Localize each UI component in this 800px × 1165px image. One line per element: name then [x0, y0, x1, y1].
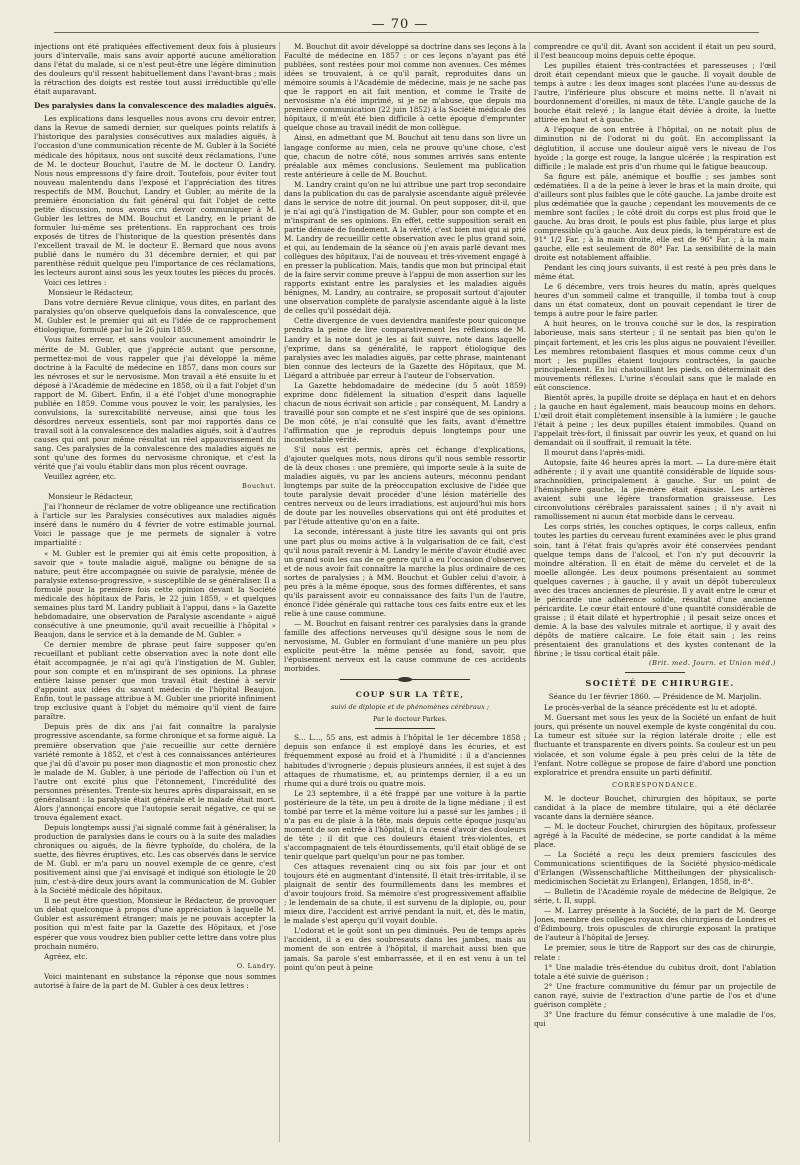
paragraph: Bientôt après, la pupille droite se déplaça en haut et en dehors ; la gauche en haut également, mais beaucoup moins en dehors. L'œil droit était complètement insensible à la lumière ; le gauche l'était à peine ; les deux pupilles étaient immobiles. Quand on l'appelait très-fort, il finissait par ouvrir les yeux, et quand on lui demandait où il souffrait, il remuait la tête.	[534, 392, 776, 448]
paragraph: A huit heures, on le trouva couché sur le dos, la respiration laborieuse, mais sans sterteur ; il ne sentait pas bien qu'on le pinçait fortement, et les cris les plus aigus ne pouvaient l'éveiller. Les membres retombaient flasques et mous comme ceux d'un mort ; les pupilles étaient toujours contractées, la gauche principalement. En lui chatouillant les pieds, on déterminait des mouvements réflexes. L'urine s'écoulait sans que le malade en eût conscience.	[534, 319, 776, 392]
paragraph: Les pupilles étaient très-contractées et paresseuses ; l'œil droit était cependant mieux que le gauche. Il voyait double de temps à autre : les deux images sont placées l'une au-dessus de l'autre, l'inférieure plus obscure et moins nette. Il n'avait ni bourdonnement d'oreilles, ni maux de tête. L'angle gauche de la bouche était relevé ; la langue était déviée à droite, la luette attirée en haut et à gauche.	[534, 61, 776, 125]
letter-signature: O. Landry.	[236, 961, 276, 970]
paragraph: Ces attaques revenaient cinq ou six fois par jour et ont toujours été en augmentant d'intensité. Il était très-irritable, il se plaignait de sentir des fourmillements dans les membres et d'avoir toujours froid. Sa mémoire s'est progressivement affaiblie ; le lendemain de sa chute, il est survenu de la diplopie, ou, pour mieux dire, l'accident est arrivé pendant la nuit, et, dès le matin, le malade s'est aperçu qu'il voyait double.	[284, 862, 526, 926]
paragraph: M. le docteur Bouchet, chirurgien des hôpitaux, se porte candidat à la place de membre titulaire, qui a été déclarée vacante dans la dernière séance.	[534, 793, 776, 821]
section-ornament	[340, 679, 470, 684]
paragraph: Le 6 décembre, vers trois heures du matin, après quelques heures d'un sommeil calme et tranquille, il tomba tout à coup dans un état comateux, dont on pouvait cependant le tirer de temps à autre pour le faire parler.	[534, 282, 776, 319]
paragraph: Dans votre dernière Revue clinique, vous dites, en parlant des paralysies qu'on observe quelquefois dans la convalescence, que M. Gubler est le premier qui ait eu l'idée de ce rapprochement étiologique, formulé par lui le 26 juin 1859.	[34, 298, 276, 335]
article-title: COUP SUR LA TÊTE,	[355, 690, 465, 700]
paragraph: Depuis longtemps aussi j'ai signalé comme fait à généraliser, la production de paralysies dans le cours ou à la suite des maladies chroniques ou aiguës, de la fièvre typhoïde, du choléra, de la suette, des fièvres éruptives, etc. Les cas observés dans le service de M. Gubl. er m'a paru un nouvel exemple de ce genre, c'est positivement ainsi que j'ai envisagé et indiqué son étiologie le 20 juin, c'est-à-dire deux jours avant la communication de M. Gubler à la Société médicale des hôpitaux.	[34, 822, 276, 896]
paragraph: Depuis près de dix ans j'ai fait connaître la paralysie progressive ascendante, sa forme chronique et sa forme aiguë. La première observation que j'aie recueillie sur cette dernière variété remonte à 1852, et c'est à ces connaissances antérieures que j'ai dû d'avoir pu poser mon diagnostic et mon pronostic chez le malade de M. Gubler, à une période de l'affection où l'un et l'autre ont excité plus que l'étonnement, l'incrédulité des personnes présentes. Trente-six heures après disparaissait, en se généralisant : la paralysie était générale et le malade était mort. Alors j'annonçai encore que l'autopsie serait négative, ce qui se trouva également exact.	[34, 722, 276, 822]
paragraph: 1° Une maladie très-étendue du cubitus droit, dont l'ablation totale a été suivie de guérison ;	[534, 962, 776, 981]
paragraph: Vous faites erreur, et sans vouloir aucunement amoindrir le mérite de M. Gubler, que j'apprécie autant que personne, permettez-moi de vous rappeler que j'ai développé la même doctrine à la Faculté de médecine en 1857, dans mon cours sur les névroses et sur le nervosisme. Mon travail a été ensuite lu et déposé à l'Académie de médecine en 1858, où il a fait l'objet d'un rapport de M. Gibert. Enfin, il a été l'objet d'une monographie publiée en 1859. Comme vous pouvez le voir, les paralysies, les convulsions, la surexcitabilité nerveuse, ainsi que tous les désordres nerveux essentiels, sont par moi rapportés dans ce travail soit à la convalescence des maladies aiguës, soit à d'autres causes qui ont pour même résultat un réel appauvrissement du sang. Ces paralysies de la convalescence des maladies aiguës ne sont qu'une des formes du nervosisme chronique, et c'est la vérité que j'ai voulu établir dans mon plus récent ouvrage.	[34, 335, 276, 472]
paragraph: injections ont été pratiquées effectivement deux fois à plusieurs jours d'intervalle, mais sans avoir apporté aucune amélioration dans l'état du malade, si ce n'est peut-être une légère diminution des douleurs qu'il ressent habituellement dans l'avant-bras ; mais la rétraction des doigts est restée tout aussi irréductible qu'elle était auparavant.	[34, 42, 276, 97]
header-rule	[54, 32, 759, 33]
paragraph: Sa figure est pâle, anémique et bouffie ; ses jambes sont œdématiées. Il a de la peine à lever le bras et la main droite, qui d'ailleurs sont plus faibles que le côté gauche. La jambe droite est plus œdématiée que la gauche ; cependant les mouvements de ce membre sont faciles ; le côté droit du corps est plus froid que le gauche. Au bras droit, le pouls est plus faible, plus large et plus compressible qu'à gauche. Aux deux pieds, la température est de 91° 1/2 Far. ; à la main droite, elle est de 96° Far. ; à la main gauche, elle est seulement de 80° Far. La sensibilité de la main droite est notablement affaiblie.	[534, 171, 776, 263]
column-divider	[529, 42, 530, 1142]
paragraph: — M. Bouchut en faisant rentrer ces paralysies dans la grande famille des affections nerveuses qu'il désigne sous le nom de nervosisme, M. Gubler en formulant d'une manière un peu plus explicite peut-être la même pensée au fond, savoir, que l'épuisement nerveux est la cause commune de ces accidents morbides.	[284, 618, 526, 674]
paragraph: Ainsi, en admettant que M. Bouchut ait tenu dans son livre un langage conforme au mien, cela ne prouve qu'une chose, c'est que, chacun de notre côté, nous sommes arrivés sans entente préalable aux mêmes conclusions. Seulement ma publication reste antérieure à celle de M. Bouchut.	[284, 133, 526, 179]
paragraph: Le 23 septembre, il a été frappé par une voiture à la partie postérieure de la tête, un peu à droite de la ligne médiane ; il est tombé par terre et la même voiture lui a passé sur les jambes ; il n'a pas eu de plaie à la tête, mais depuis cette époque jusqu'au moment de son entrée à l'hôpital, il n'a cessé d'avoir des douleurs de tête ; il dit que ces douleurs étaient très-violentes, et s'accompagnaient de tels étourdissements, qu'il était obligé de se tenir quelque part quelqu'un pour ne pas tomber.	[284, 788, 526, 861]
paragraph: M. Bouchut dit avoir développé sa doctrine dans ses leçons à la Faculté de médecine en 1857 : or ces leçons n'ayant pas été publiées, sont restées pour moi comme non avenues. Ces mêmes idées se trouvaient, à ce qu'il paraît, reproduites dans un mémoire soumis à l'Académie de médecine, mais je ne sache pas que le rapport en ait fait mention, et comme le Traité de nervosisme n'a été imprimé, si je ne m'abuse, que depuis ma première communication (22 juin 1852) à la Société médicale des hôpitaux, il m'eût été bien difficile à cette époque d'emprunter quelque chose au travail inédit de mon collègue.	[284, 42, 526, 133]
column-divider	[279, 42, 280, 1142]
paragraph: Voici ces lettres :	[44, 278, 107, 288]
paragraph: Il mourut dans l'après-midi.	[544, 448, 646, 458]
paragraph: Pendant les cinq jours suivants, il est resté à peu près dans le même état.	[534, 263, 776, 282]
letter-salutation: Monsieur le Rédacteur,	[48, 288, 134, 298]
page-number: — 70 —	[371, 17, 429, 32]
paragraph: Agréez, etc.	[44, 951, 88, 961]
paragraph: — La Société a reçu les deux premiers fascicules des Communications scientifiques de la Société physico-médicale d'Erlangen (Wissenschaftliche Mittheilungen der physicalisch-medicinischen Societät zu Erlangen), Erlangen, 1858, in-8°.	[534, 849, 776, 887]
paragraph: Le procès-verbal de la séance précédente est lu et adopté.	[544, 703, 758, 713]
column-right	[534, 42, 776, 1152]
session-line: Séance du 1er février 1860. — Présidence de M. Marjolin.	[548, 692, 762, 702]
paragraph: 3° Une fracture du fémur consécutive à une maladie de l'os, qui	[534, 1009, 776, 1028]
paragraph: Ce dernier membre de phrase peut faire supposer qu'en recueillant et publiant cette observation avec la note dont elle était accompagnée, je n'ai agi qu'à l'instigation de M. Gubler, pour son compte et en m'inspirant de ses opinions. La phrase entière laisse penser que mon travail était destiné à servir d'appoint aux idées du savant médecin de l'hôpital Beaujon. Enfin, tout le passage attribue à M. Gubler une priorité infiniment trop exclusive quant à l'objet du mémoire qu'il vient de faire paraître.	[34, 640, 276, 722]
paragraph: 2° Une fracture communitive du fémur par un projectile de canon rayé, suivie de l'extraction d'une partie de l'os et d'une guérison complète ;	[534, 981, 776, 1009]
paragraph: S... L..., 55 ans, est admis à l'hôpital le 1er décembre 1858 ; depuis son enfance il est employé dans les écuries, et est fréquemment exposé au froid et à l'humidité : il a d'anciennes habitudes d'ivrognerie ; depuis plusieurs années, il est sujet à des attaques de rhumatisme, et, au printemps dernier, il a eu un rhume qui a duré trois ou quatre mois.	[284, 733, 526, 788]
paragraph: Les corps striés, les couches optiques, le corps calleux, enfin toutes les parties du cerveau furent examinées avec le plus grand soin, tant à l'état frais qu'après avoir été conservées pendant quelque temps dans de l'alcool, et l'on n'y put découvrir la moindre altération. Il en était de même du cervelet et de la moelle allongée. Les deux poumons présentaient au sommet quelques cavernes ; à gauche, il y avait un dépôt tuberculeux avec des traces anciennes de pleurésie. Il y avait entre le cœur et le péricarde une adhérence solide, résultat d'une ancienne péricardite. Le cœur était entouré d'une quantité considérable de graisse ; il était dilaté et hypertrophié ; il pesait seize onces et demie. A la base des valvules mitrale et aortique, il y avait des dépôts de matière calcaire. Le foie était sain ; les reins présentaient des granulations et des kystes contenant de la fibrine ; le tissu cortical était pâle.	[534, 522, 776, 659]
paragraph: S'il nous est permis, après cet échange d'explications, d'ajouter quelques mots, nous dirons qu'il nous semble ressortir de là deux choses : une première, qui importe seule à la suite de maladies aiguës, vu par les anciens auteurs, méconnu pendant longtemps par suite de la préoccupation exclusive de l'idée que toute paralysie devait procéder d'une lésion matérielle des centres nerveux ou de leurs irradiations, est aujourd'hui mis hors de doute par les nouvelles observations qui ont été produites et par l'étude attentive qu'on en a faite.	[284, 445, 526, 527]
paragraph: A l'époque de son entrée à l'hôpital, on ne notait plus de diminution ni de l'odorat ni du goût. En accomplissant la déglutition, il accuse une douleur aiguë vers le niveau de l'os hyoïde ; la gorge est rouge, la langue ulcérée ; la respiration est difficile ; le malade est pris d'un rhume qui le fatigue beaucoup.	[534, 125, 776, 171]
paragraph: Voici maintenant en substance la réponse que nous sommes autorisé à faire de la part de M. Gubler à ces deux lettres :	[34, 971, 276, 990]
paragraph: — Bulletin de l'Académie royale de médecine de Belgique, 2e série, t. II, suppl.	[534, 887, 776, 906]
letter-signature: Bouchut.	[242, 482, 276, 491]
subsection-heading: CORRESPONDANCE.	[612, 780, 698, 789]
paragraph: Il ne peut être question, Monsieur le Rédacteur, de provoquer un débat quelconque à propos d'une appréciation à laquelle M. Gubler est assurément étranger; mais je ne pouvais accepter la position qui m'est faite par la Gazette des Hôpitaux, et j'ose espérer que vous voudrez bien publier cette lettre dans votre plus prochain numéro.	[34, 896, 276, 951]
section-rule	[625, 672, 685, 673]
paragraph: Cette divergence de vues deviendra manifeste pour quiconque prendra la peine de lire comparativement les réflexions de M. Landry et la note dont je les ai fait suivre, note dans laquelle j'exprime, dans sa généralité, le rapport étiologique des paralysies avec les maladies aiguës, par cette phrase, maintenant bien connue des lecteurs de la Gazette des Hôpitaux, que M. Liégard a attribuée par erreur à l'auteur de l'observation.	[284, 316, 526, 380]
article-subtitle: suivi de diplopie et de phénomènes cérébraux ;	[330, 703, 490, 712]
article-byline: Par le docteur Parkes.	[373, 715, 447, 724]
paragraph: J'ai l'honneur de réclamer de votre obligeance une rectification à l'article sur les Paralysies consécutives aux maladies aiguës inséré dans le numéro du 4 février de votre estimable journal. Voici le passage que je me permets de signaler à votre impartialité :	[34, 502, 276, 548]
byline-rule	[375, 728, 435, 729]
column-left	[34, 42, 276, 1152]
section-heading: SOCIÉTÉ DE CHIRURGIE.	[585, 678, 735, 689]
paragraph: Les explications dans lesquelles nous avons cru devoir entrer, dans la Revue de samedi dernier, sur quelques points relatifs à l'historique des paralysies consécutives aux maladies aiguës, à l'occasion d'une communication récente de M. Gubler à la Société médicale des hôpitaux, nous ont suscité deux réclamations, l'une de M. le docteur Bouchut, l'autre de M. le docteur O. Landry. Nous nous empressons d'y faire droit. Toutefois, pour éviter tout nouveau malentendu dans l'exposé et l'appréciation des titres respectifs de MM. Bouchut, Landry et Gubler, au mérite de la première énonciation du fait général qui fait l'objet de cette petite discussion, nous avons cru devoir communiquer à M. Gubler les lettres de MM. Bouchut et Landry, en le priant de formuler lui-même ses prétentions. En rapprochant ces trois exposés de titres de l'historique de la question présentés dans l'excellent travail de M. le docteur E. Bernard que nous avons publié dans le numéro du 31 décembre dernier, et qui par parenthèse réduit quelque peu l'importance de ces réclamations, les lecteurs auront ainsi sous les yeux toutes les pièces du procès.	[34, 114, 276, 278]
article-heading: Des paralysies dans la convalescence des maladies aiguës.	[34, 101, 276, 111]
paragraph: La seconde, intéressant à juste titre les savants qui ont pris une part plus ou moins active à la vulgarisation de ce fait, c'est qu'il nous paraît revenir à M. Landry le mérite d'avoir étudié avec un grand soin les cas de ce genre qu'il a eu l'occasion d'observer, et de nous avoir fait connaître la marche la plus ordinaire de ces sortes de paralysies ; à MM. Bouchut et Gubler celui d'avoir, à peu près à la même époque, sous des formes différentes, et sans qu'ils paraissent avoir eu connaissance des faits l'un de l'autre, énoncé l'idée générale qui rattache tous ces faits entre eux et les relie à une cause commune.	[284, 527, 526, 618]
column-middle	[284, 42, 526, 1152]
source-citation: (Brit. med. Journ. et Union méd.)	[649, 659, 776, 668]
paragraph: Autopsie, faite 46 heures après la mort. — La dure-mère était adhérente ; il y avait une quantité considérable de liquide sous-arachnoïdien, principalement à gauche. Sur un point de l'hémisphère gauche, la pie-mère était épaissie. Les artères avaient subi une légère transformation graisseuse. Les circonvolutions cérébrales paraissaient saines ; il n'y avait ni ramollissement ni aucun état morbide dans le cerveau.	[534, 458, 776, 522]
paragraph: — M. Larrey présente à la Société, de la part de M. George Jones, membre des collèges royaux des chirurgiens de Londres et d'Édimbourg, trois opuscules de chirurgie exposant la pratique de l'auteur à l'hôpital de Jersey.	[534, 906, 776, 943]
paragraph: comprendre ce qu'il dit. Avant son accident il était un peu sourd, il l'est beaucoup moins depuis cette époque.	[534, 42, 776, 61]
quoted-paragraph: « M. Gubler est le premier qui ait émis cette proposition, à savoir que » toute maladie aiguë, maligne ou bénigne de sa nature, peut être accompagnée ou suivie de paralysie, ménée de paralysie extenso-progressive, » susceptible de se généraliser. Il a formulé pour la première fois cette opinion devant la Société médicale des hôpitaux de Paris, le 22 juin 1859, » et quelques semaines plus tard M. Landry publiait à l'appui, dans » la Gazette hebdomadaire, une observation de Paralysie ascendante » aiguë consécutive à une pneumonie, qu'il avait recueillie à l'hôpital » Beaujon, dans le service et à la demande de M. Gubler. »	[34, 548, 276, 639]
paragraph: Le premier, sous le titre de Rapport sur des cas de chirurgie, relate :	[534, 943, 776, 962]
paragraph: La Gazette hebdomadaire de médecine (du 5 août 1859) exprime donc fidèlement la situation d'esprit dans laquelle chacun de nous écrivait son article ; par conséquent, M. Landry a travaillé pour son compte et ne s'est inspiré que de ses opinions. De mon côté, je n'ai consulté que les faits, avant d'émettre l'affirmation que je reproduis depuis longtemps pour une incontestable vérité.	[284, 380, 526, 445]
paragraph: — M. le docteur Fouchet, chirurgien des hôpitaux, professeur agrégé à la Faculté de médecine, se porte candidat à la même place.	[534, 821, 776, 849]
paragraph: Veuillez agréer, etc.	[44, 472, 117, 482]
paragraph: L'odorat et le goût sont un peu diminués. Peu de temps après l'accident, il a eu des soubresauts dans les jambes, mais au moment de son entrée à l'hôpital, il marchait aussi bien que jamais. Sa parole s'est embarrassée, et il en est venu à un tel point qu'on peut à peine	[284, 926, 526, 972]
paragraph: M. Guersant met sous les yeux de la Société un enfant de huit jours, qui présente un nouvel exemple de kyste congénital du cou. La tumeur est située sur la région latérale droite ; elle est fluctuante et transparente en divers points. Sa couleur est un peu violacée, et son volume égale à peu près celui de la tête de l'enfant. Notre collègue se propose de faire d'abord une ponction exploratrice et prendra ensuite un parti définitif.	[534, 713, 776, 777]
paragraph: M. Landry craint qu'on ne lui attribue une part trop secondaire dans la publication du cas de paralysie ascendante aiguë prélevée dans le service de notre dit journal. On peut supposer, dit-il, que je n'ai agi qu'à l'instigation de M. Gubler, pour son compte et en m'inspirant de ses opinions. En effet, cette supposition serait en partie dénuée de fondement. A la vérité, c'est bien moi qui ai prié M. Landry de recueillir cette observation avec le plus grand soin, et qui, au lendemain de la séance où j'en avais parlé devant mes collègues des hôpitaux, l'ai de nouveau et très-vivement engagé à en presser la publication. Mais, tandis que mon but principal était de la faire servir comme preuve à l'appui de mon assertion sur les rapports existant entre les paralysies et les maladies aiguës bénignes, M. Landry, au contraire, se proposait surtout d'ajouter une observation complète de paralysie ascendante aiguë à la liste de celles qu'il possédait déjà.	[284, 179, 526, 316]
letter-salutation: Monsieur le Rédacteur,	[48, 492, 134, 502]
